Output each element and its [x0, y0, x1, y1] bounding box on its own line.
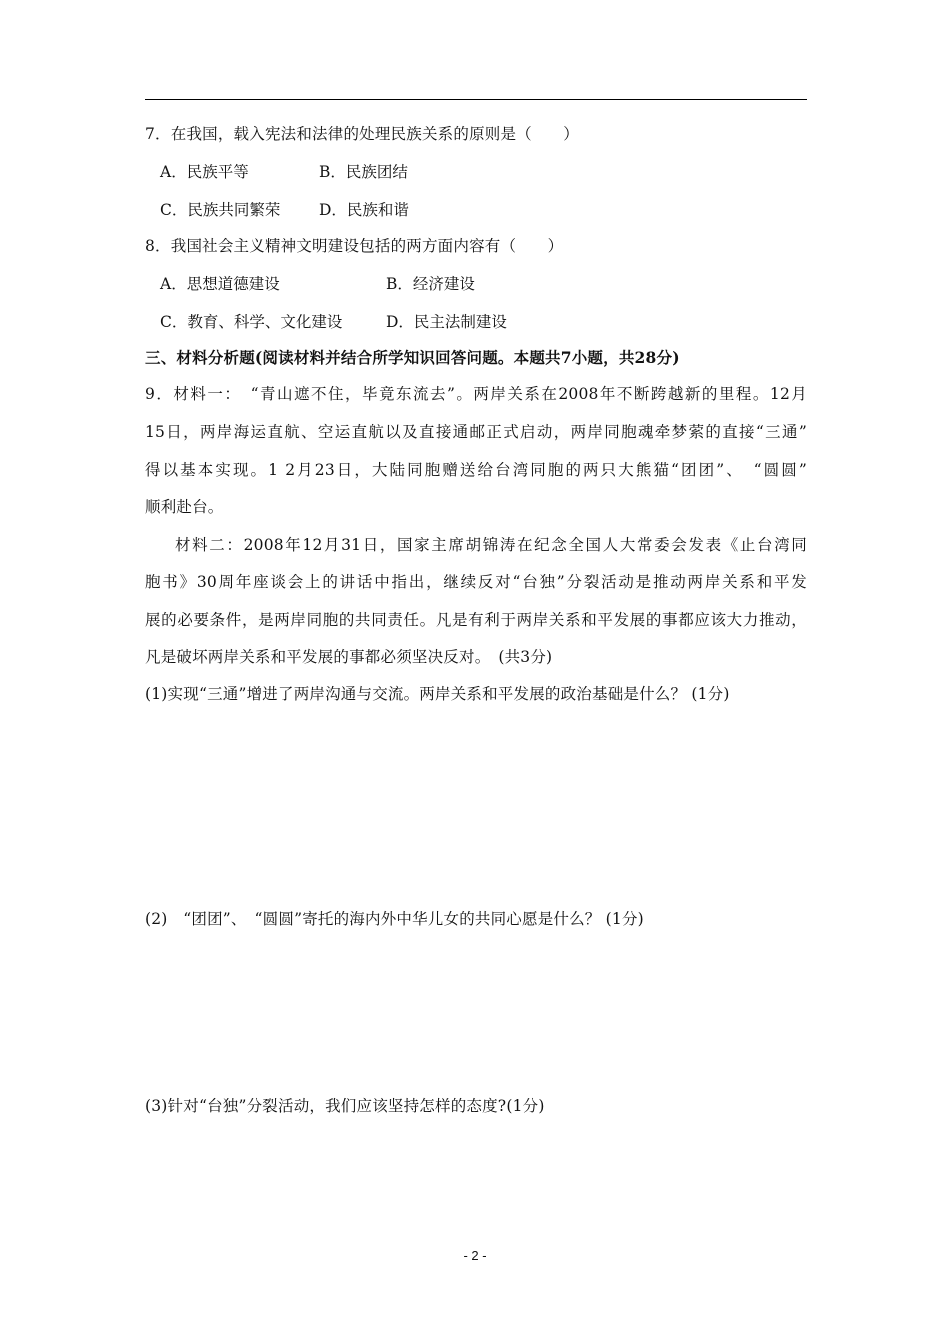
q7-option-b: B．民族团结	[319, 163, 408, 181]
q9-material1-line1: 9．材料一： “青山遮不住，毕竟东流去”。两岸关系在2008年不断跨越新的里程。12月	[145, 385, 807, 403]
q9-material2-line4: 凡是破坏两岸关系和平发展的事都必须坚决反对。 (共3分)	[145, 648, 553, 666]
q8-option-b: B．经济建设	[386, 275, 475, 293]
header-rule	[145, 99, 807, 100]
q9-subquestion-3: (3)针对“台独”分裂活动，我们应该坚持怎样的态度?(1分)	[145, 1097, 545, 1115]
page-number: - 2 -	[463, 1248, 487, 1263]
q9-material1-line2: 15日，两岸海运直航、空运直航以及直接通邮正式启动，两岸同胞魂牵梦萦的直接“三通”	[145, 423, 807, 441]
section-3-heading: 三、材料分析题(阅读材料并结合所学知识回答问题。本题共7小题，共28分)	[145, 348, 680, 367]
q8-option-d: D．民主法制建设	[386, 313, 507, 331]
q7-stem: 7．在我国，载入宪法和法律的处理民族关系的原则是（ ）	[145, 125, 579, 143]
q9-material2-line2: 胞书》30周年座谈会上的讲话中指出，继续反对“台独”分裂活动是推动两岸关系和平发	[145, 573, 807, 591]
q9-material2-line3: 展的必要条件，是两岸同胞的共同责任。凡是有利于两岸关系和平发展的事都应该大力推动，	[145, 611, 807, 629]
q8-stem: 8．我国社会主义精神文明建设包括的两方面内容有（ ）	[145, 237, 564, 255]
q9-material1-line4: 顺利赴台。	[145, 498, 224, 516]
q9-material1-line3: 得以基本实现。1 2月23日，大陆同胞赠送给台湾同胞的两只大熊猫“团团”、 “圆圆”	[145, 461, 807, 479]
q8-option-a: A．思想道德建设	[160, 275, 280, 293]
q9-material2-line1: 材料二：2008年12月31日，国家主席胡锦涛在纪念全国人大常委会发表《止台湾同	[175, 536, 807, 554]
q9-subquestion-2: (2) “团团”、 “圆圆”寄托的海内外中华儿女的共同心愿是什么？ (1分)	[145, 910, 644, 928]
q9-subquestion-1: (1)实现“三通”增进了两岸沟通与交流。两岸关系和平发展的政治基础是什么？ (1分)	[145, 685, 730, 703]
q8-option-c: C．教育、科学、文化建设	[160, 313, 343, 331]
q7-option-a: A．民族平等	[160, 163, 249, 181]
q7-option-d: D．民族和谐	[319, 201, 409, 219]
q7-option-c: C．民族共同繁荣	[160, 201, 281, 219]
